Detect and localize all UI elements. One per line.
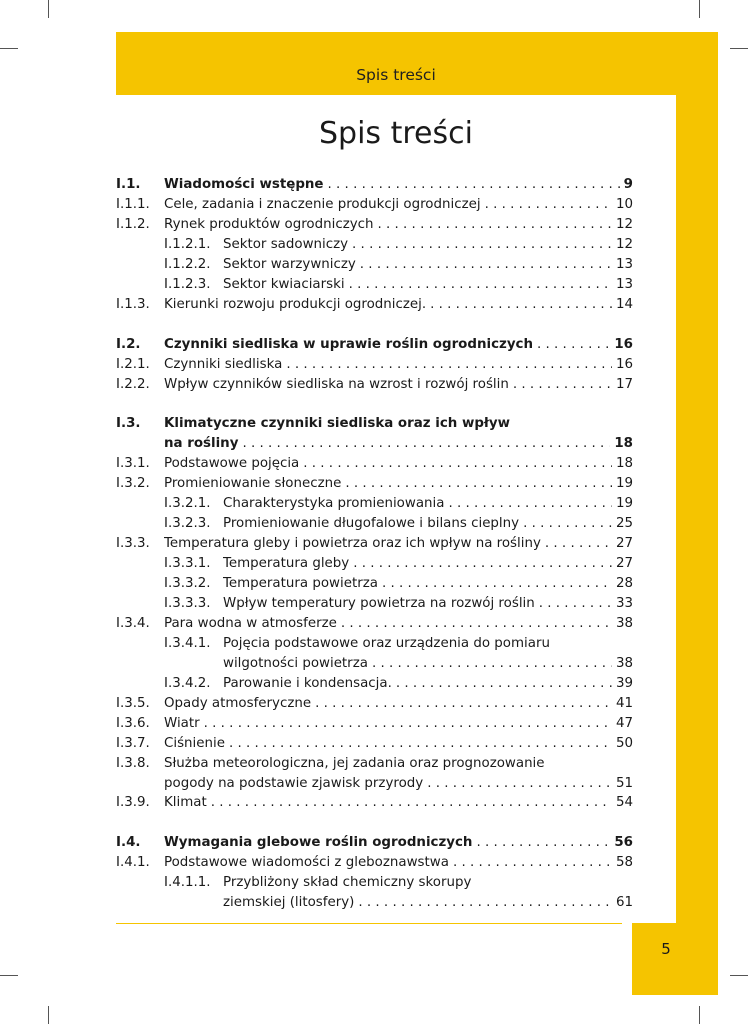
toc-row xyxy=(0,873,748,893)
toc-row xyxy=(0,674,748,694)
toc-title: wilgotności powietrza xyxy=(223,655,368,671)
toc-entry xyxy=(164,734,633,754)
toc-number: I.1.1. xyxy=(116,196,150,212)
toc-leader xyxy=(337,614,612,634)
toc-number: I.3.2. xyxy=(116,476,150,492)
toc-page: 39 xyxy=(615,675,633,691)
toc-title: Wpływ czynników siedliska na wzrost i rozwój roślin xyxy=(164,376,509,392)
toc-page: 47 xyxy=(615,715,633,731)
toc-title: Wiadomości wstępne xyxy=(164,177,324,192)
toc-entry xyxy=(223,594,633,614)
toc-title: pogody na podstawie zjawisk przyrody xyxy=(164,775,424,791)
toc-row xyxy=(0,335,748,355)
toc-leader xyxy=(368,654,612,674)
toc-row xyxy=(0,355,748,375)
toc-leader xyxy=(426,295,612,315)
toc-title: Sektor sadowniczy xyxy=(223,236,349,252)
toc-entry xyxy=(164,215,633,235)
toc-number: I.3.1. xyxy=(116,456,150,472)
toc-number: I.3.7. xyxy=(116,735,150,751)
toc-entry xyxy=(164,714,633,734)
toc-leader xyxy=(449,853,612,873)
toc-entry xyxy=(164,295,633,315)
page-number: 5 xyxy=(661,940,671,958)
toc-row xyxy=(0,494,748,514)
toc-number: I.3.5. xyxy=(116,695,150,711)
toc-row xyxy=(0,474,748,494)
toc-entry xyxy=(164,614,633,634)
toc-entry xyxy=(223,494,633,514)
toc-page: 58 xyxy=(615,855,633,871)
toc-leader xyxy=(324,175,620,195)
toc-row xyxy=(0,793,748,813)
toc-page: 27 xyxy=(615,536,633,552)
toc-title: Rynek produktów ogrodniczych xyxy=(164,216,374,232)
toc-page: 18 xyxy=(615,456,633,472)
toc-entry xyxy=(164,793,633,813)
toc-entry xyxy=(164,375,633,395)
toc-number: I.2. xyxy=(116,336,141,352)
toc-title: Ciśnienie xyxy=(164,735,225,751)
toc-number: I.4.1. xyxy=(116,855,150,871)
toc-page: 14 xyxy=(615,296,633,312)
toc-entry xyxy=(223,255,633,275)
toc-page: 12 xyxy=(615,236,633,252)
toc-title: Podstawowe wiadomości z gleboznawstwa xyxy=(164,855,449,871)
toc-leader xyxy=(282,355,612,375)
toc-page: 61 xyxy=(615,895,633,911)
toc-page: 51 xyxy=(615,775,633,791)
toc-leader xyxy=(472,833,610,853)
toc-entry xyxy=(164,694,633,714)
toc-row xyxy=(0,534,748,554)
toc-title: Para wodna w atmosferze xyxy=(164,615,337,631)
toc-number: I.3.8. xyxy=(116,755,150,771)
toc-page: 13 xyxy=(615,276,633,292)
toc-leader xyxy=(533,335,610,355)
toc-number: I.1.2. xyxy=(116,216,150,232)
toc-row xyxy=(0,235,748,255)
toc-title: Temperatura gleby xyxy=(223,556,350,572)
toc-leader xyxy=(200,714,612,734)
toc-entry xyxy=(223,634,633,654)
toc-row xyxy=(0,594,748,614)
toc-leader xyxy=(356,255,612,275)
toc-number: I.1.2.2. xyxy=(164,256,211,272)
toc-row xyxy=(0,853,748,873)
toc-number: I.3.3.3. xyxy=(164,595,211,611)
toc-title: Klimatyczne czynniki siedliska oraz ich wpływ xyxy=(164,416,510,432)
toc-page: 41 xyxy=(615,695,633,711)
toc-title: Kierunki rozwoju produkcji ogrodniczej. xyxy=(164,296,427,312)
running-header: Spis treści xyxy=(356,66,436,84)
toc-entry xyxy=(164,195,633,215)
toc-title: Promieniowanie słoneczne xyxy=(164,476,342,492)
toc-page: 38 xyxy=(615,615,633,631)
toc-row xyxy=(0,574,748,594)
toc-row xyxy=(0,414,748,434)
toc-number: I.3.4.1. xyxy=(164,635,211,651)
toc-page: 56 xyxy=(614,835,633,851)
toc-page: 19 xyxy=(615,476,633,492)
toc-leader xyxy=(238,434,610,454)
toc-leader xyxy=(378,574,612,594)
toc-entry xyxy=(164,534,633,554)
toc-row xyxy=(0,754,748,774)
toc-row xyxy=(0,714,748,734)
page-number-box xyxy=(632,923,718,995)
toc-entry xyxy=(164,434,633,454)
toc-leader xyxy=(341,474,612,494)
toc-entry xyxy=(164,754,633,774)
page-title: Spis treści xyxy=(319,116,473,151)
toc-page: 9 xyxy=(623,177,633,192)
toc-row xyxy=(0,375,748,395)
toc-page: 25 xyxy=(615,516,633,532)
toc-number: I.1. xyxy=(116,177,141,192)
toc-row xyxy=(0,434,748,454)
toc-page: 12 xyxy=(615,216,633,232)
toc-title: Temperatura gleby i powietrza oraz ich wpływ na rośliny xyxy=(164,536,541,552)
toc-entry xyxy=(223,674,633,694)
toc-entry xyxy=(164,774,633,794)
toc-title: Parowanie i kondensacja. xyxy=(223,675,392,691)
toc-row xyxy=(0,833,748,853)
toc-row xyxy=(0,554,748,574)
toc-number: I.2.1. xyxy=(116,356,150,372)
toc-entry xyxy=(164,454,633,474)
toc-row xyxy=(0,275,748,295)
toc-entry xyxy=(164,414,633,434)
toc-entry xyxy=(223,514,633,534)
toc-entry xyxy=(223,235,633,255)
toc-entry xyxy=(164,474,633,494)
toc-leader xyxy=(535,594,612,614)
toc-entry xyxy=(164,335,633,355)
toc-number: I.1.2.3. xyxy=(164,276,211,292)
toc-number: I.3.3. xyxy=(116,536,150,552)
footer-rule xyxy=(116,923,622,924)
toc-entry xyxy=(223,873,633,893)
toc-title: Sektor warzywniczy xyxy=(223,256,356,272)
toc-entry xyxy=(223,574,633,594)
toc-entry xyxy=(223,554,633,574)
toc-title: Czynniki siedliska xyxy=(164,356,283,372)
toc-page: 33 xyxy=(615,595,633,611)
toc-leader xyxy=(299,454,612,474)
toc-title: Charakterystyka promieniowania xyxy=(223,496,445,512)
toc-row xyxy=(0,734,748,754)
toc-title: ziemskiej (litosfery) xyxy=(223,895,355,911)
toc-row xyxy=(0,255,748,275)
toc-entry xyxy=(164,833,633,853)
toc-number: I.3.2.3. xyxy=(164,516,211,532)
toc-title: Przybliżony skład chemiczny skorupy xyxy=(223,875,472,891)
toc-title: na rośliny xyxy=(164,436,239,452)
toc-row xyxy=(0,295,748,315)
toc-leader xyxy=(348,235,612,255)
toc-page: 13 xyxy=(615,256,633,272)
toc-page: 16 xyxy=(615,356,633,372)
toc-title: Wymagania glebowe roślin ogrodniczych xyxy=(164,835,473,851)
toc-leader xyxy=(509,375,612,395)
toc-number: I.3.4.2. xyxy=(164,675,211,691)
toc-entry xyxy=(223,654,633,674)
toc-leader xyxy=(541,534,612,554)
toc-row xyxy=(0,514,748,534)
toc-number: I.1.3. xyxy=(116,296,150,312)
toc-title: Wiatr xyxy=(164,715,200,731)
toc-number: I.3. xyxy=(116,416,141,432)
toc-number: I.3.3.1. xyxy=(164,556,211,572)
toc-entry xyxy=(164,853,633,873)
toc-leader xyxy=(349,554,612,574)
toc-page: 38 xyxy=(615,655,633,671)
toc-page: 10 xyxy=(615,196,633,212)
toc-number: I.3.2.1. xyxy=(164,496,211,512)
toc-leader xyxy=(374,215,612,235)
toc-page: 50 xyxy=(615,735,633,751)
toc-title: Temperatura powietrza xyxy=(223,576,378,591)
toc-leader xyxy=(354,893,612,913)
toc-title: Klimat xyxy=(164,795,207,811)
toc-entry xyxy=(164,355,633,375)
toc-number: I.3.6. xyxy=(116,715,150,731)
toc-entry xyxy=(223,275,633,295)
toc-leader xyxy=(311,694,612,714)
toc-leader xyxy=(423,774,612,794)
toc-row xyxy=(0,774,748,794)
toc-number: I.3.9. xyxy=(116,795,150,811)
toc-title: Opady atmosferyczne xyxy=(164,695,312,711)
toc-leader xyxy=(481,195,612,215)
toc-leader xyxy=(392,674,612,694)
toc-page: 28 xyxy=(615,576,633,591)
toc-entry xyxy=(164,175,633,195)
toc-page: 16 xyxy=(614,336,633,352)
toc-number: I.4. xyxy=(116,835,141,851)
toc-title: Służba meteorologiczna, jej zadania oraz prognozowanie xyxy=(164,755,545,771)
toc-number: I.4.1.1. xyxy=(164,875,211,891)
toc-row xyxy=(0,175,748,195)
toc-title: Czynniki siedliska w uprawie roślin ogrodniczych xyxy=(164,336,534,352)
toc-leader xyxy=(519,514,612,534)
toc-entry xyxy=(223,893,633,913)
toc-row xyxy=(0,195,748,215)
toc-leader xyxy=(444,494,612,514)
toc-title: Promieniowanie długofalowe i bilans cieplny xyxy=(223,516,520,532)
toc-row xyxy=(0,893,748,913)
toc-row xyxy=(0,654,748,674)
toc-row xyxy=(0,694,748,714)
toc-leader xyxy=(225,734,612,754)
toc-page: 27 xyxy=(615,556,633,572)
toc-page: 54 xyxy=(615,795,633,811)
toc-number: I.3.4. xyxy=(116,615,150,631)
toc-page: 19 xyxy=(615,496,633,512)
toc-row xyxy=(0,634,748,654)
toc-title: Sektor kwiaciarski xyxy=(223,276,345,292)
toc-leader xyxy=(207,793,612,813)
toc-page: 17 xyxy=(615,376,633,392)
toc-row xyxy=(0,614,748,634)
toc-title: Cele, zadania i znaczenie produkcji ogrodniczej xyxy=(164,196,481,212)
toc-row xyxy=(0,215,748,235)
toc-leader xyxy=(345,275,612,295)
toc-number: I.3.3.2. xyxy=(164,576,211,591)
toc-number: I.1.2.1. xyxy=(164,236,211,252)
toc-title: Wpływ temperatury powietrza na rozwój roślin xyxy=(223,595,535,611)
toc-number: I.2.2. xyxy=(116,376,150,392)
toc-title: Podstawowe pojęcia xyxy=(164,456,300,472)
toc-row xyxy=(0,454,748,474)
toc-page: 18 xyxy=(614,436,633,452)
toc-title: Pojęcia podstawowe oraz urządzenia do pomiaru xyxy=(223,635,550,651)
